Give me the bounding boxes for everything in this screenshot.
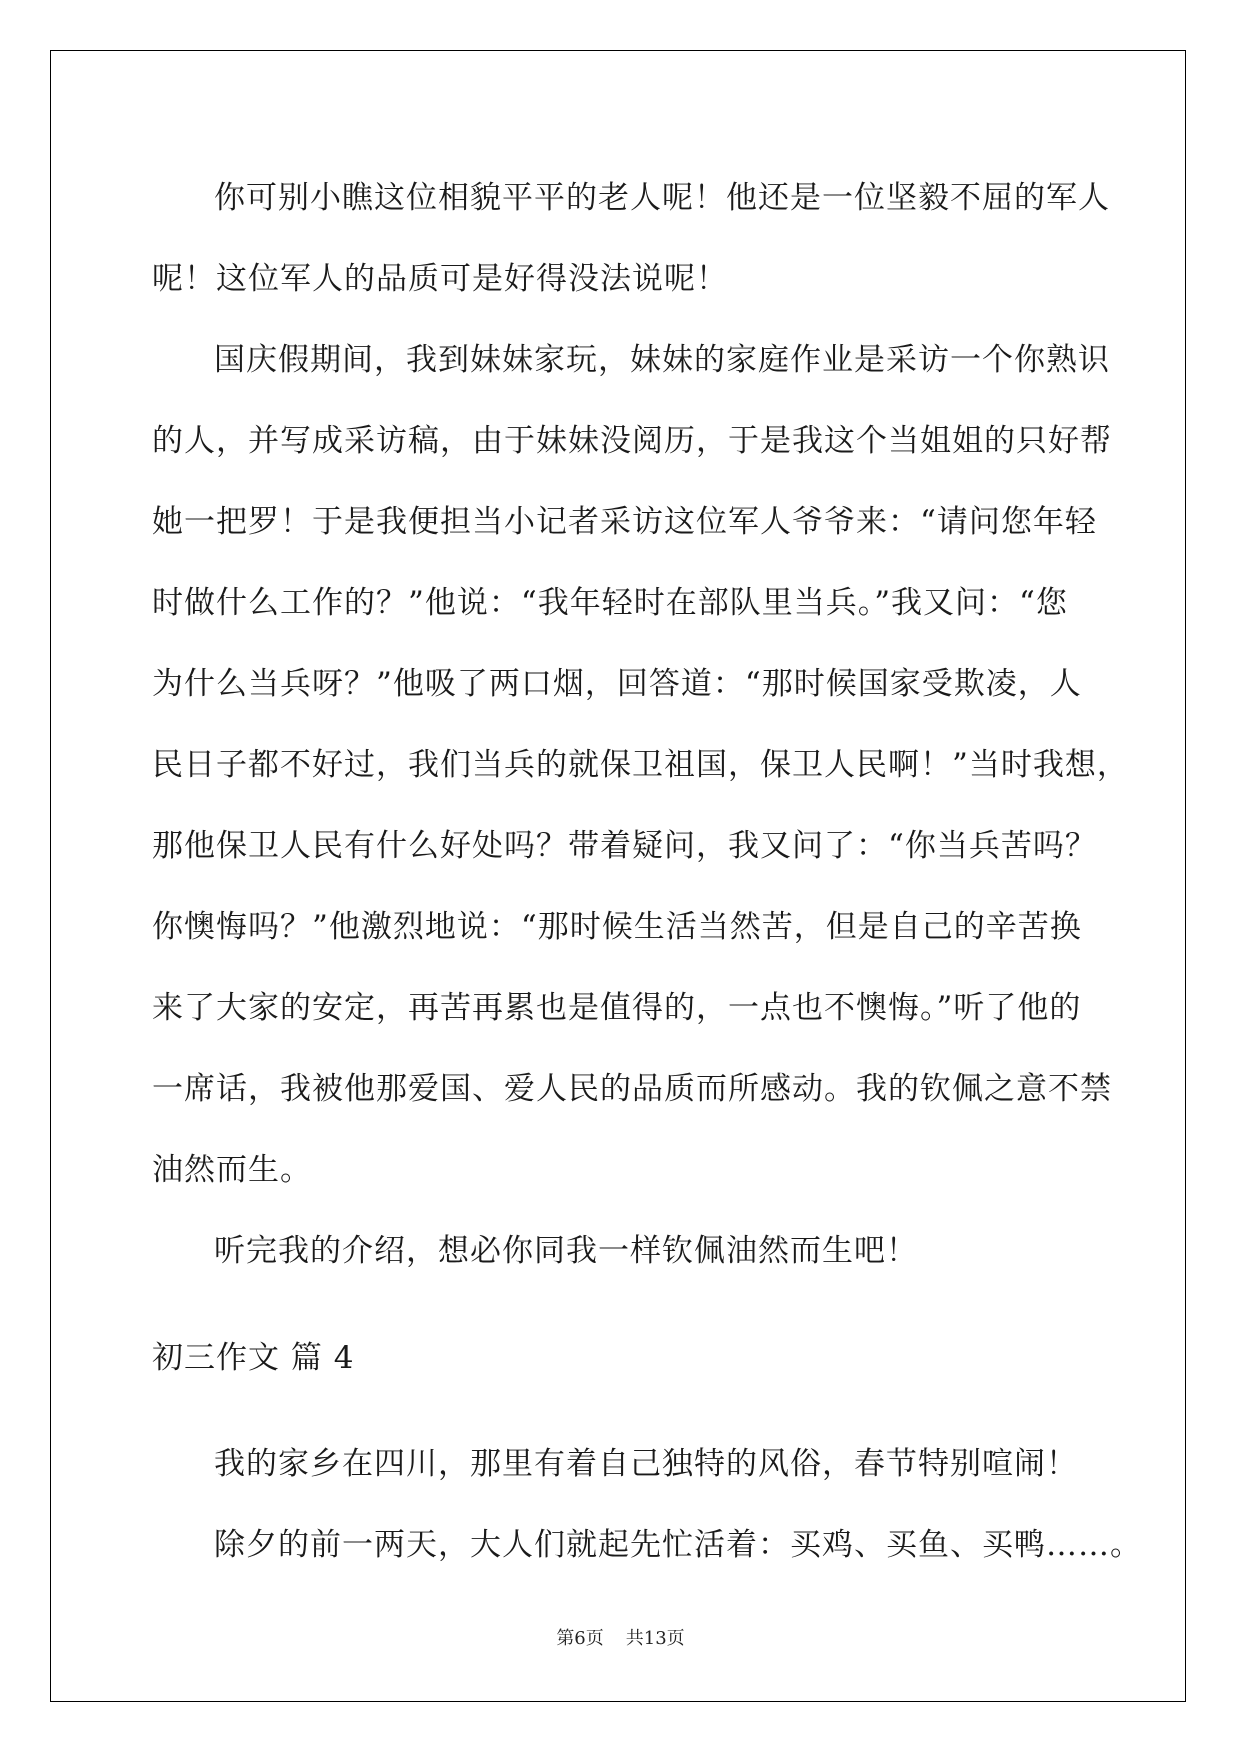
paragraph-line: 国庆假期间，我到妹妹家玩，妹妹的家庭作业是采访一个你熟识 <box>214 342 1110 378</box>
paragraph-line: 你可别小瞧这位相貌平平的老人呢！他还是一位坚毅不屈的军人 <box>214 180 1110 216</box>
paragraph-line: 你懊悔吗？”他激烈地说：“那时候生活当然苦，但是自己的辛苦换 <box>152 909 1082 945</box>
paragraph-line: 油然而生。 <box>152 1152 312 1188</box>
paragraph-line: 一席话，我被他那爱国、爱人民的品质而所感动。我的钦佩之意不禁 <box>152 1071 1112 1107</box>
section-heading: 初三作文 篇 4 <box>152 1340 355 1376</box>
paragraph-line: 我的家乡在四川，那里有着自己独特的风俗，春节特别喧闹！ <box>214 1446 1078 1482</box>
page-total: 共13页 <box>625 1628 685 1649</box>
paragraph-line: 除夕的前一两天，大人们就起先忙活着：买鸡、买鱼、买鸭……。 <box>214 1527 1142 1563</box>
paragraph-line: 时做什么工作的？”他说：“我年轻时在部队里当兵。”我又问：“您 <box>152 585 1068 621</box>
page-number: 第6页 <box>556 1628 604 1649</box>
document-body <box>152 158 1142 1586</box>
paragraph-line: 听完我的介绍，想必你同我一样钦佩油然而生吧！ <box>214 1233 918 1269</box>
paragraph-line: 的人，并写成采访稿，由于妹妹没阅历，于是我这个当姐姐的只好帮 <box>152 423 1112 459</box>
paragraph-line: 来了大家的安定，再苦再累也是值得的，一点也不懊悔。”听了他的 <box>152 990 1082 1026</box>
paragraph-line: 那他保卫人民有什么好处吗？带着疑问，我又问了：“你当兵苦吗？ <box>152 828 1097 864</box>
paragraph-line: 民日子都不好过，我们当兵的就保卫祖国，保卫人民啊！”当时我想， <box>152 747 1129 783</box>
paragraph-line: 她一把罗！于是我便担当小记者采访这位军人爷爷来：“请问您年轻 <box>152 504 1097 540</box>
page-footer <box>0 1624 1241 1650</box>
paragraph-line: 为什么当兵呀？”他吸了两口烟，回答道：“那时候国家受欺凌，人 <box>152 666 1082 702</box>
paragraph-line: 呢！这位军人的品质可是好得没法说呢！ <box>152 261 728 297</box>
